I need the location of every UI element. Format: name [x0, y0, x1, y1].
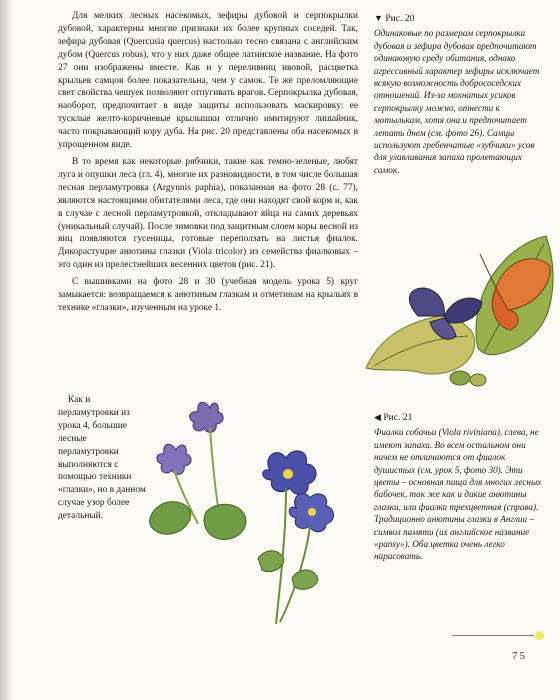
paragraph-1: Для мелких лесных насекомых, зефиры дубовой и серпокрылки дубовой, характерны многие признаки их более крупных соседей. Так, зефира дубовая (Quercusia quercus) настолько тесно связана с английским дубом (Quercus robus), что у них даже общее латинское название. На фото 27 они изображены вместе. Как и у переливниц ивовой, расцветка крыльев самцов более показательна, чем у самок. Те же преломляющие свет свойства чешуек позволяют отпугивать врагов. Серпокрылка дубовая, наоборот, предпочитает в виде защиты использовать маскировку: ее тусклые желто-коричневые крылышки отлично имитируют лишайник, часто покрывающий кору дуба. На рис. 20 представлены оба насекомых в упрощенном виде. [58, 11, 358, 151]
paragraph-2: В то время как некоторые рябчики, такие как темно-зеленые, любят луга и опушки леса (гл. 4), многие их разновидности, в том числе большая лесная перламутровка (Argynnis paphia), показанная на фото 28 (с. 77), являются настоящими обитателями леса, где они находят свой корм и, как в случае с лесной перламутровкой, откладывают яйца на самих деревьях (уникальный случай). После зимовки под защитным слоем коры весной из яиц появляются гусеницы, готовые переползать на листья фиалок. Дикорастущие анютины глазки (Viola tricolor) из семейства фиалковых – это один из прелестнейших весенних цветов (рис. 21). [58, 156, 358, 271]
page-number: 75 [512, 650, 527, 662]
caption-fig21 [374, 411, 542, 563]
paragraph-4: Как и перламутровки из урока 4, большие лесные перламутровки выполняются с помощью техники «глазки», но в данном случае узор более детальный. [58, 395, 146, 522]
pansy-leaves [258, 551, 318, 590]
violets-and-pansies-illustration [146, 398, 346, 630]
page-gutter-shadow [0, 0, 14, 700]
butterflies-on-oak-illustration [360, 218, 560, 398]
triangle-down-icon: ▼ [374, 13, 383, 23]
caption-fig20-head [374, 12, 542, 25]
oak-leaf-left [366, 316, 475, 374]
narrow-text-column [58, 394, 148, 523]
paragraph-3: С вышивками на фото 28 и 30 (учебная модель урока 5) круг замыкается: возвращаемся к анютиным глазкам и отметинам на крыльях в технике «глазки», изученным на уроке 1. [58, 277, 358, 313]
violet-leaves [150, 502, 246, 540]
caption-fig21-label: Рис. 21 [383, 412, 413, 423]
footer-dot-icon [535, 631, 544, 640]
pansy-flowers [263, 451, 334, 624]
footer-rule [452, 635, 534, 636]
caption-fig21-head [374, 411, 542, 424]
oak-acorns [450, 371, 486, 386]
caption-fig20 [374, 12, 542, 176]
caption-fig21-text: Фиалки собачьи (Viola riviniana), слева, не имеют запаха. Во всем остальном они ничем не отличаются от фиалок душистых (см. урок 5, фото 30). Эти цветы – основная пища для многих лесных бабочек, так же как и дикие анютины глазки, или фиалка трехцветная (справа). Традиционно анютины глазки в Англии – символ памяти (их английское название «pansy»). Оба цветка очень легко нарисовать. [374, 427, 542, 562]
triangle-left-icon: ◀ [374, 412, 381, 422]
caption-fig20-text: Одинаковые по размерам серпокрылка дубовая и зефира дубовая предпочитают одинаковую среду обитания, однако агрессивный характер зефиры исключает всякую возможность добрососедских отношений. Из-за мохнатых усиков серпокрылку можно, отнести к мотылькам, хотя она и предпочитает летать днем (см. фото 26). Самцы используют гребенчатые «зубчики» усов для улавливания запаха пролетающих самок. [374, 28, 540, 175]
main-text-column [58, 10, 358, 319]
pansy-center [283, 469, 293, 479]
caption-fig20-label: Рис. 20 [385, 13, 415, 24]
